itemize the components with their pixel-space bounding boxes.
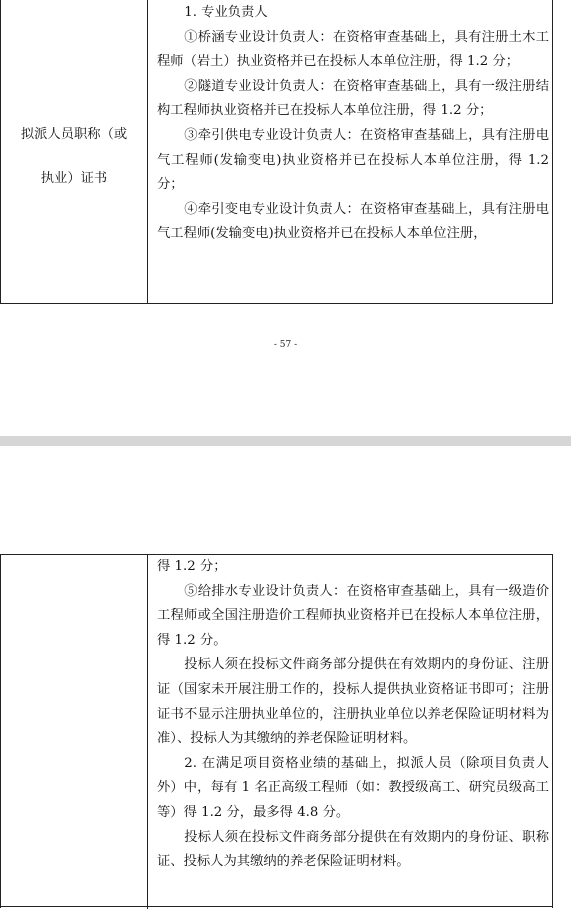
- document-page-top: [0, 0, 571, 436]
- content-paragraph: 2. 在满足项目资格业绩的基础上，拟派人员（除项目负责人外）中，每有 1 名正高级工程师（如：教授级高工、研究员级高工等）得 1.2 分，最多得 4.8 分。: [157, 755, 549, 820]
- column-divider: [147, 0, 148, 303]
- content-paragraph: ④牵引变电专业设计负责人：在资格审查基础上，具有注册电气工程师(发输变电)执业资格并已在投标人本单位注册，: [157, 201, 549, 242]
- content-paragraph: ②隧道专业设计负责人：在资格审查基础上，具有一级注册结构工程师执业资格并已在投标人本单位注册，得 1.2 分；: [157, 78, 549, 119]
- criteria-name-line-1: 拟派人员职称（或: [20, 127, 128, 142]
- content-paragraph: 投标人须在投标文件商务部分提供在有效期内的身份证、注册证（国家未开展注册工作的，投标人提供执业资格证书即可；注册证书不显示注册执业单位的，注册执业单位以养老保险证明材料为准）、投标人为其缴纳的养老保险证明材料。: [157, 657, 549, 747]
- criteria-content-cell: [157, 555, 549, 875]
- content-paragraph: ①桥涵专业设计负责人：在资格审查基础上，具有注册土木工程师（岩土）执业资格并已在投标人本单位注册，得 1.2 分；: [157, 29, 549, 70]
- scoring-table-top: [0, 0, 553, 304]
- content-paragraph: 投标人须在投标文件商务部分提供在有效期内的身份证、职称证、投标人为其缴纳的养老保险证明材料。: [157, 829, 549, 870]
- content-paragraph: ③牵引供电专业设计负责人：在资格审查基础上，具有注册电气工程师(发输变电)执业资格并已在投标人本单位注册，得 1.2 分；: [157, 127, 549, 193]
- content-paragraph: 1. 专业负责人: [184, 5, 268, 20]
- criteria-name-line-2: 执业）证书: [40, 171, 108, 186]
- column-divider: [147, 555, 148, 909]
- content-paragraph: ⑤给排水专业设计负责人：在资格审查基础上，具有一级造价工程师或全国注册造价工程师执业资格并已在投标人本单位注册，得 1.2 分。: [157, 583, 549, 648]
- document-page-bottom: [0, 446, 571, 914]
- content-paragraph: 得 1.2 分；: [157, 559, 227, 574]
- criteria-name-cell: [9, 113, 139, 201]
- page-number: - 57 -: [273, 340, 298, 350]
- criteria-content-cell: [157, 1, 549, 247]
- page-separator: [0, 436, 571, 446]
- scoring-table-bottom: [0, 554, 553, 908]
- row-divider: [1, 906, 552, 907]
